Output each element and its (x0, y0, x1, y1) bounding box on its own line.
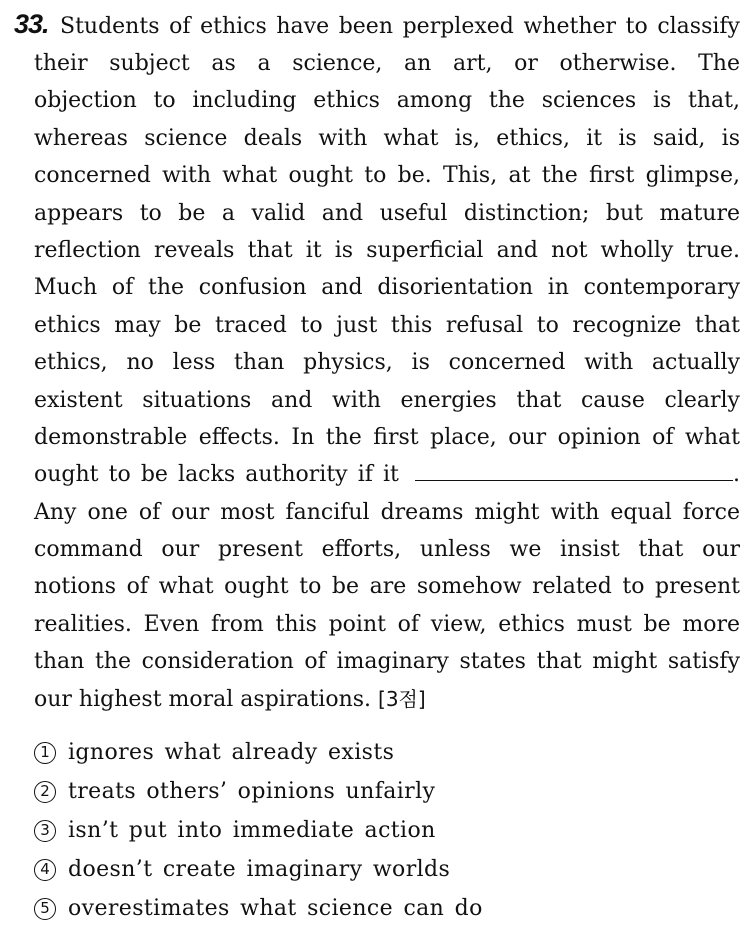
choice-number-circle: 1 (34, 742, 56, 764)
passage-line: Students of ethics have been perplexed whether to classify (60, 14, 740, 39)
passage-line: concerned with what ought to be. This, at the first glimpse, (34, 163, 740, 189)
blank-trailing-period: . (733, 462, 741, 488)
passage-line: demonstrable effects. In the first place, our opinion of what (34, 424, 740, 450)
question-number: 33. (14, 9, 49, 39)
passage-line: existent situations and with energies that cause clearly (34, 387, 740, 413)
passage-line: Any one of our most fanciful dreams might with equal force (34, 499, 740, 525)
choice-1[interactable] (34, 733, 483, 772)
choice-text: ignores what already exists (68, 740, 395, 765)
choice-text: doesn’t create imaginary worlds (68, 857, 451, 882)
passage-line: ethics, no less than physics, is concerned with actually (34, 350, 740, 376)
choice-number-circle: 4 (34, 859, 56, 881)
passage-line: ethics may be traced to just this refusal to recognize that (34, 312, 740, 338)
passage-line: than the consideration of imaginary states that might satisfy (34, 649, 740, 675)
passage-line: Much of the confusion and disorientation in contemporary (34, 275, 740, 301)
passage (34, 45, 740, 718)
passage-line: notions of what ought to be are somehow related to present (34, 574, 740, 600)
passage-line: command our present efforts, unless we insist that our (34, 537, 740, 563)
passage-line: reflection reveals that it is superficial and not wholly true. (34, 237, 740, 263)
choice-number-circle: 3 (34, 820, 56, 842)
score-badge: [3점] (378, 686, 426, 711)
choice-text: overestimates what science can do (68, 896, 483, 921)
passage-last-line (34, 681, 740, 718)
question-first-line (14, 8, 740, 45)
choice-text: treats others’ opinions unfairly (68, 779, 436, 804)
passage-line: appears to be a valid and useful distinction; but mature (34, 200, 740, 226)
question-33 (14, 8, 740, 718)
choice-5[interactable] (34, 889, 483, 928)
answer-blank (415, 458, 733, 481)
answer-choices (34, 733, 483, 928)
choice-number-circle: 2 (34, 781, 56, 803)
passage-blank-line (34, 456, 740, 493)
choice-2[interactable] (34, 772, 483, 811)
passage-line: realities. Even from this point of view, ethics must be more (34, 611, 740, 637)
choice-4[interactable] (34, 850, 483, 889)
passage-last-text: our highest moral aspirations. (34, 686, 372, 712)
passage-line: objection to including ethics among the sciences is that, (34, 88, 740, 114)
blank-lead-text: ought to be lacks authority if it (34, 462, 399, 488)
choice-number-circle: 5 (34, 898, 56, 920)
choice-text: isn’t put into immediate action (68, 818, 436, 843)
passage-line: their subject as a science, an art, or otherwise. The (34, 51, 740, 76)
passage-line: whereas science deals with what is, ethics, it is said, is (34, 125, 740, 151)
choice-3[interactable] (34, 811, 483, 850)
